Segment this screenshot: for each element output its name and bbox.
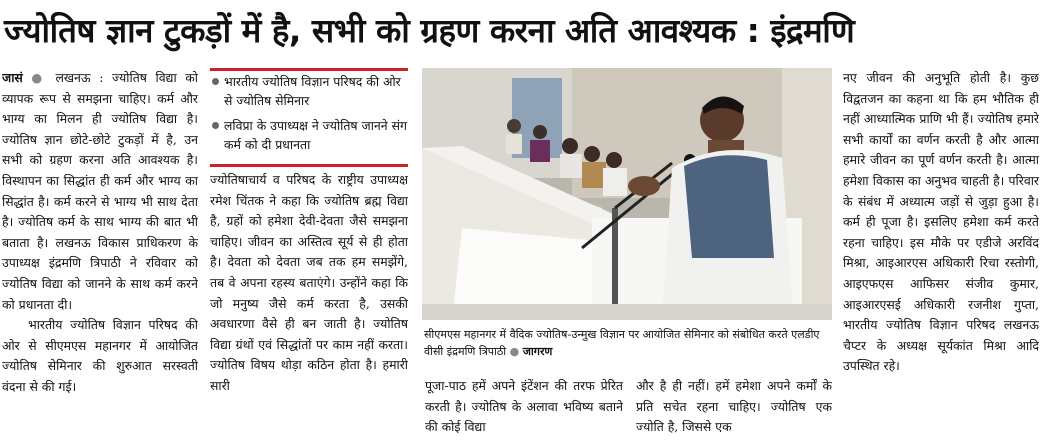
headline: ज्योतिष ज्ञान टुकड़ों में है, सभी को ग्रहण करना अति आवश्यक : इंद्रमणि	[4, 11, 855, 50]
paragraph: और है ही नहीं। हमें हमेशा अपने कर्मों के प्रति सचेत रहना चाहिए। ज्योतिष एक ज्योति है, जिससे एक	[636, 378, 832, 435]
byline: जासं	[2, 70, 23, 85]
highlight-bottom-rule	[210, 164, 408, 167]
article-column-2	[210, 170, 408, 444]
lead-paragraph	[2, 68, 198, 315]
photo-credit: जागरण	[522, 345, 553, 358]
highlight-text: भारतीय ज्योतिष विज्ञान परिषद की ओर से ज्योतिष सेमिनार	[224, 74, 401, 108]
paragraph: भारतीय ज्योतिष विज्ञान परिषद की ओर से सीएमएस महानगर में आयोजित ज्योतिष सेमिनार की शुरुआत सरस्वती वंदना से की गई।	[2, 317, 198, 394]
seminar-photo-illustration	[422, 68, 832, 320]
bullet-icon	[212, 122, 219, 129]
highlights-box	[210, 72, 408, 160]
article-column-1	[2, 68, 198, 444]
highlight-top-rule	[210, 68, 408, 71]
article-column-5	[843, 68, 1039, 444]
paragraph: पूजा-पाठ हमें अपने इंटेंशन की तरफ प्रेरित करती है। ज्योतिष के अलावा भविष्य बताने की कोई विद्या	[425, 378, 623, 435]
highlight-item	[210, 72, 408, 110]
caption-text: सीएमएस महानगर में वैदिक ज्योतिष-उन्मुख विज्ञान पर आयोजित सेमिनार को संबोधित करते एलडीए वीसी इंद्रमणि त्रिपाठी	[424, 328, 820, 358]
highlight-text: लविप्रा के उपाध्यक्ष ने ज्योतिष जानने संग कर्म को दी प्रधानता	[224, 118, 407, 152]
photo-caption	[424, 326, 832, 360]
lead-text: लखनऊ : ज्योतिष विद्या को व्यापक रूप से समझना चाहिए। कर्म और भाग्य का मिलन ही ज्योतिष विद्या है। ज्योतिष ज्ञान छोटे-छोटे टुकड़ों में है, उन सभी को ग्रहण करना अति आवश्यक है। विस्थापन का सिद्धांत ही कर्म और भाग्य का सिद्धांत है। कर्म करने से भाग्य भी साथ देता है। ज्योतिष कर्म के साथ भाग्य की बात भी बताता है। लखनऊ विकास प्राधिकरण के उपाध्यक्ष इंद्रमणि त्रिपाठी ने रविवार को ज्योतिष विद्या को जानने के साथ कर्म करने को प्रधानता दी।	[2, 70, 198, 312]
news-photo	[422, 68, 832, 320]
bullet-icon: ●	[509, 345, 520, 358]
bullet-icon: ●	[31, 70, 47, 85]
article-column-4	[636, 376, 832, 444]
paragraph: ज्योतिषाचार्य व परिषद के राष्ट्रीय उपाध्यक्ष रमेश चिंतक ने कहा कि ज्योतिष ब्रह्म विद्या है, ग्रहों को हमेशा देवी-देवता जैसे समझना चाहिए। जीवन का अस्तित्व सूर्य से ही होता है। देवता को देवता जब तक हम समझेंगे, तब वे अपना रहस्य बताएंगे। उन्होंने कहा कि जो मनुष्य जैसे कर्म करता है, उसकी अवधारणा वैसे ही बन जाती है। ज्योतिष विद्या ग्रंथों एवं सिद्धांतों पर काम नहीं करता। ज्योतिष विषय थोड़ा कठिन होता है। हमारी सारी	[210, 172, 408, 393]
highlight-item	[210, 116, 408, 154]
bullet-icon	[212, 78, 219, 85]
paragraph: नए जीवन की अनुभूति होती है। कुछ विद्वतजन का कहना था कि हम भौतिक ही नहीं आध्यात्मिक प्राणि भी हैं। ज्योतिष हमारे सभी कार्यों का वर्णन करती है और आत्मा हमारे जीवन का पूर्ण वर्णन करती है। आत्मा हमेशा विकास का अनुभव चाहती है। परिवार के संबंध में अध्यात्म जड़ों से जुड़ा हुआ है। कर्म ही पूजा है। इसलिए हमेशा कर्म करते रहना चाहिए। इस मौके पर एडीजे अरविंद मिश्रा, आइआरएस अधिकारी रिचा रस्तोगी, आइएफएस आफिसर संजीव कुमार, आइआरएसई अधिकारी रजनीश गुप्ता, भारतीय ज्योतिष विज्ञान परिषद लखनऊ चैप्टर के अध्यक्ष सूर्यकांत मिश्रा आदि उपस्थित रहे।	[843, 70, 1039, 374]
article-column-3	[425, 376, 623, 444]
